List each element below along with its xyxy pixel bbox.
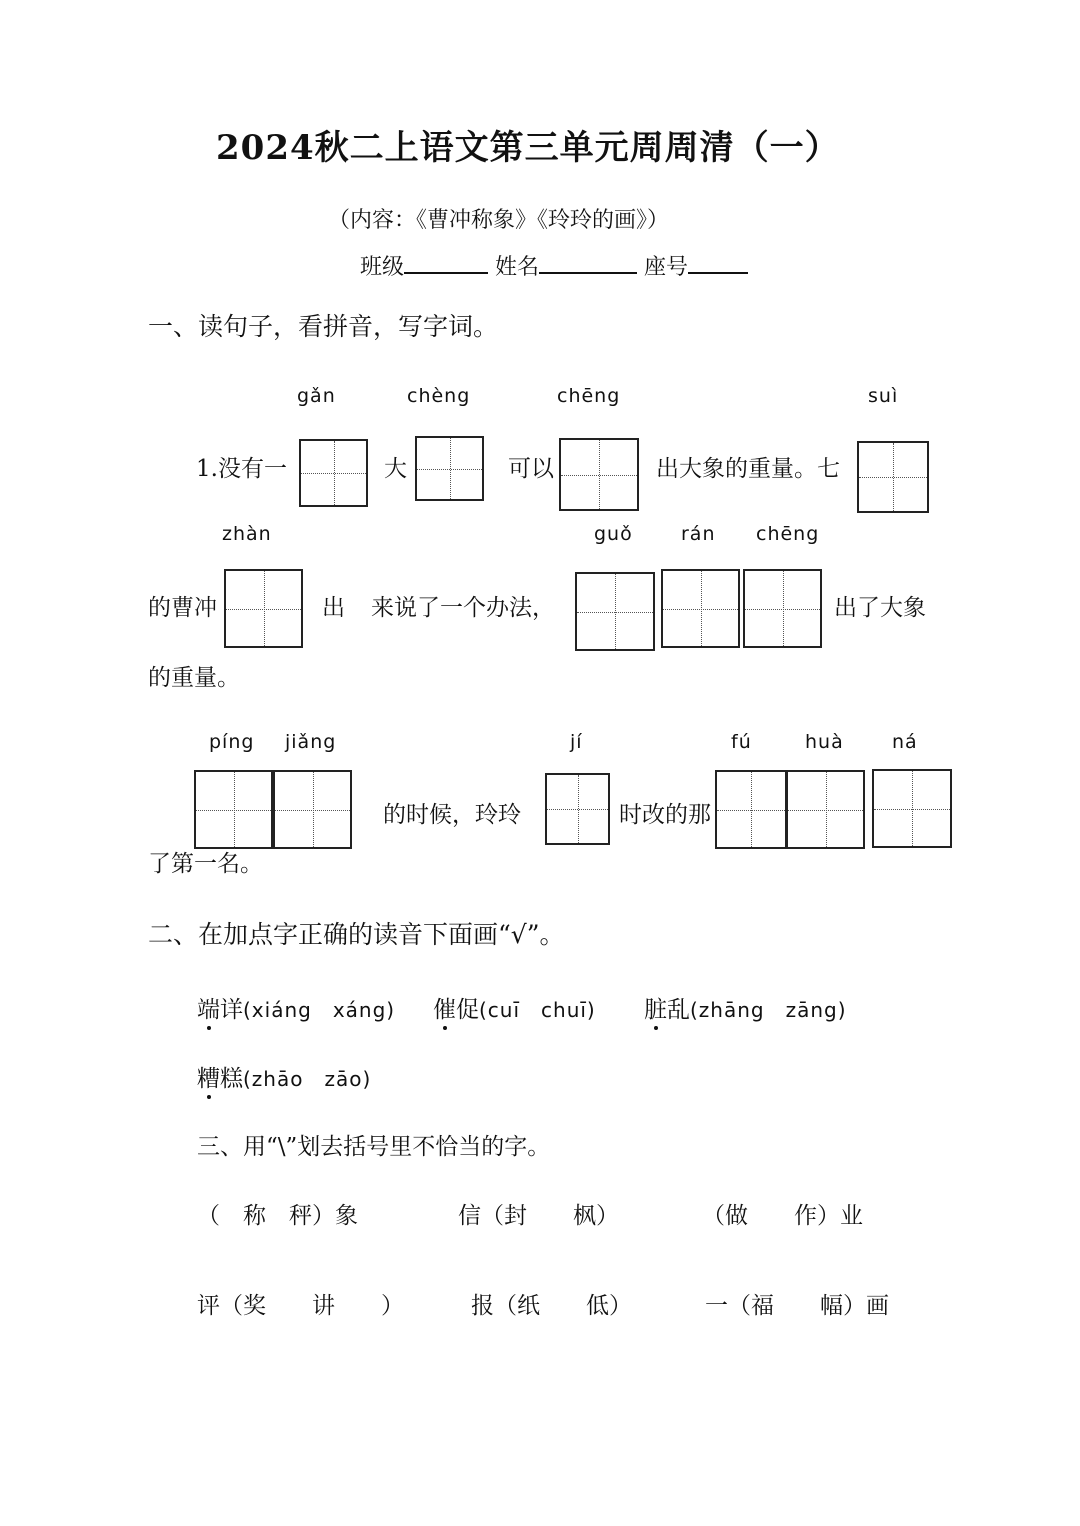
pinyin: píng [209,731,255,753]
content-note: （内容：《曹冲称象》《玲玲的画》） [328,208,670,233]
sentence-text: 的重量。 [148,665,240,691]
pinyin-options[interactable]: (xiáng xáng) [243,998,396,1022]
name-field[interactable] [539,252,637,274]
pronunciation-item [433,991,596,1024]
pinyin-options[interactable]: (zhāo zāo) [243,1067,372,1091]
dotted-char: 脏 [644,991,667,1024]
choice-item[interactable]: （做 作）业 [702,1203,863,1229]
dotted-char: 催 [433,991,456,1024]
pinyin: rán [681,523,716,545]
writing-grid[interactable] [299,439,368,507]
char: 乱 [667,997,690,1023]
dotted-char: 端 [197,991,220,1024]
sentence-text: 的时候，玲玲 [383,802,521,828]
writing-grid[interactable] [857,441,929,513]
pinyin: jí [570,731,583,753]
pronunciation-item [197,1060,371,1093]
char: 促 [456,997,479,1023]
pinyin: guǒ [594,523,633,545]
sentence-text: 可以 [508,456,554,482]
pinyin: huà [805,731,844,753]
writing-grid[interactable] [194,770,273,849]
class-field[interactable] [404,252,488,274]
sentence-text: 的曹冲 [148,595,217,621]
char: 详 [220,997,243,1023]
writing-grid[interactable] [786,770,865,849]
writing-grid[interactable] [575,572,655,651]
sentence-text: 出了大象 [834,595,926,621]
writing-grid[interactable] [224,569,303,648]
choice-item[interactable]: 一（福 幅）画 [705,1293,889,1319]
writing-grid[interactable] [545,773,610,845]
choice-item[interactable]: 报（纸 低） [471,1293,632,1319]
writing-grid[interactable] [715,770,787,849]
writing-grid[interactable] [661,569,740,648]
pinyin-options[interactable]: (cuī chuī) [479,998,596,1022]
pinyin: ná [892,731,918,753]
pinyin: chēng [557,385,621,407]
pronunciation-item [644,991,847,1024]
char: 糕 [220,1066,243,1092]
sentence-text: 时改的那 [619,802,711,828]
sentence-text: 出 [322,595,345,621]
page-title: 2024秋二上语文第三单元周周清（一） [216,128,840,168]
pronunciation-item [197,991,395,1024]
sentence-text: 了第一名。 [148,851,263,877]
choice-item[interactable]: （ 称 秤）象 [197,1203,358,1229]
seat-field[interactable] [688,252,748,274]
pinyin: chēng [756,523,820,545]
sentence-text: 出大象的重量。七 [656,456,840,482]
choice-item[interactable]: 信（封 枫） [458,1203,619,1229]
section3-heading: 三、用“\”划去括号里不恰当的字。 [197,1134,551,1160]
dotted-char: 糟 [197,1060,220,1093]
pinyin: suì [868,385,899,407]
sentence-text: 1.没有一 [196,456,287,482]
pinyin: gǎn [297,385,336,407]
writing-grid[interactable] [872,769,952,848]
writing-grid[interactable] [559,438,639,511]
class-label: 班级 [360,255,405,280]
sentence-text: 来说了一个办法， [371,595,555,621]
name-label: 姓名 [495,255,540,280]
student-info-line [360,250,748,281]
writing-grid[interactable] [743,569,822,648]
section2-heading: 二、在加点字正确的读音下面画“√”。 [148,920,565,949]
sentence-text: 大 [384,456,407,482]
writing-grid[interactable] [273,770,352,849]
writing-grid[interactable] [415,436,484,501]
section1-heading: 一、读句子，看拼音，写字词。 [148,312,499,341]
pinyin-options[interactable]: (zhāng zāng) [690,998,847,1022]
pinyin: fú [731,731,752,753]
pinyin: zhàn [222,523,272,545]
pinyin: chèng [407,385,471,407]
seat-label: 座号 [644,255,689,280]
choice-item[interactable]: 评（奖 讲 ） [197,1293,404,1319]
pinyin: jiǎng [285,731,337,753]
